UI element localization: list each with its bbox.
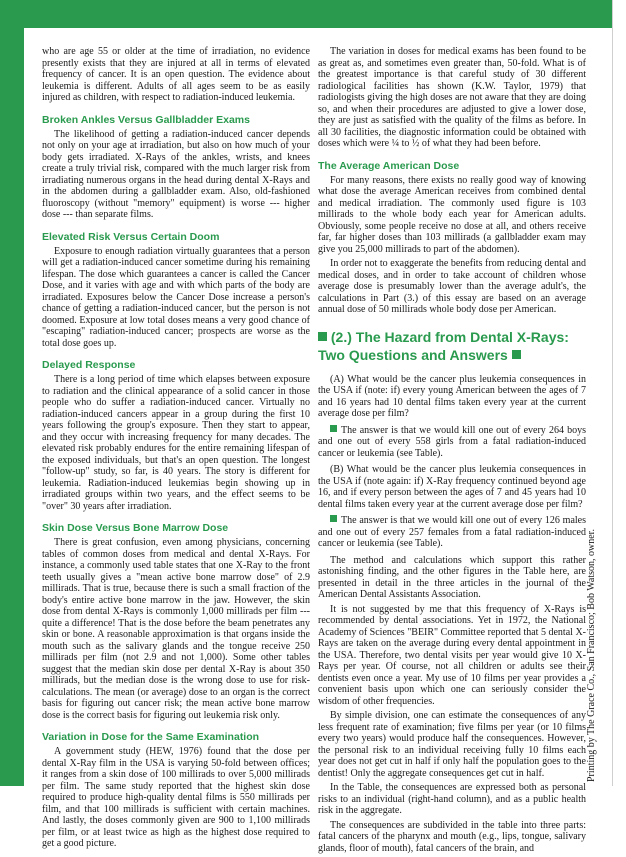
heading-delayed-response: Delayed Response xyxy=(42,359,136,371)
paragraph-delayed-response: There is a long period of time which elapses between exposure to radiation and the clinical appearance of a solid cancer in those people who do suffer a radiation-induced cancer. Virtually no radiation-induced cancers appear in a group during the first 10 years following the group's exposure. Then they start to appear, and they occur with increasing frequency for many decades. The elevated risk probably endures for the entire remaining lifespan of the exposed individuals, but that's an open question. The longest "follow-up" study, so far, is 40 years. The story is different for leukemia. Radiation-induced leukemias begin showing up in irradiated groups within two years, and the effect seems to be "over" 30 years after irradiation. xyxy=(42,374,310,512)
green-square-bullet-icon xyxy=(318,332,327,341)
answer-a-text: The answer is that we would kill one out of every 264 boys and one out of every 558 girls from a fatal radiation-induced cancer or leukemia (see Table). xyxy=(318,424,586,459)
paragraph-subdivided: The consequences are subdivided in the table into three parts: fatal cancers of the pharynx and mouth (e.g., lips, tongue, salivary glands, floor of mouth), fatal cancers of the brain, and xyxy=(318,819,586,854)
left-column xyxy=(42,46,310,853)
paragraph-frequency: It is not suggested by me that this frequency of X-Rays is recommended by dental associations. Yet in 1972, the National Academy of Sciences "BEIR" Committee reported that 5 dental X-Rays are taken on the average during every dental appointment in the USA. Therefore, two dental visits per year would give 10 X-Rays per year. Of course, not all children or adults see their dentists even once a year. My use of 10 films per year provides a convenient basis upon which one can seriously consider the wisdom of other frequencies. xyxy=(318,603,586,707)
answer-bullet-icon xyxy=(330,425,337,432)
paragraph-table: In the Table, the consequences are expressed both as personal risks to an individual (right-hand column), and as a public health risk in the aggregate. xyxy=(318,782,586,816)
paragraph-method: The method and calculations which support this rather astonishing finding, and the other figures in the Table here, are presented in detail in the three articles in the journal of the American Dental Assistants Association. xyxy=(318,554,586,600)
section-heading-hazard xyxy=(318,328,586,364)
page-edge-right xyxy=(612,0,626,800)
right-intro-paragraph: The variation in doses for medical exams has been found to be as great as, and sometimes even greater than, 50-fold. What is of the greatest importance is that careful study of 30 different radiological facilities has shown (K.W. Taylor, 1979) that radiologists giving the high doses are not aware that they are doing so, and when their procedures are adjusted to give a lower dose, they are just as satisfied with the quality of the films as before. In all 30 facilities, the diagnostic information could be obtained with doses which were ¼ to ½ of what they had been before. xyxy=(318,46,586,149)
paragraph-broken-ankles: The likelihood of getting a radiation-induced cancer depends not only on your age at irradiation, but also on how much of your body gets irradiated. X-Rays of the ankles, wrists, and knees create a truly trivial risk, compared with the much larger risk from irradiating numerous organs in the head during dental X-Rays and in the abdomen during a gallbladder exam. Also, old-fashioned fluoroscopy (without "memory" equipment) is worse --- higher dose --- than separate films. xyxy=(42,128,310,220)
green-border-left xyxy=(0,0,24,800)
paragraph-simple-division: By simple division, one can estimate the consequences of any less frequent rate of examination; five films per year (or 10 films every two years) would produce half the consequences. However, the personal risk to an individual receiving fully 10 films each year does not get cut in half if only half the population goes to the dentist! Only the aggregate consequences get cut in half. xyxy=(318,710,586,779)
printer-credit: Printing by The Grace Co., San Francisco; Bob Watson, owner. xyxy=(586,529,597,782)
green-border-top xyxy=(0,0,626,28)
right-column xyxy=(318,46,586,857)
heading-average-american-dose: The Average American Dose xyxy=(318,159,460,172)
question-a: (A) What would be the cancer plus leukemia consequences in the USA if (note: if) every young American between the ages of 7 and 16 years had 10 dental films taken every year at the current average dose per film? xyxy=(318,373,586,419)
heading-skin-dose: Skin Dose Versus Bone Marrow Dose xyxy=(42,522,229,534)
answer-b-text: The answer is that we would kill one out of every 126 males and one out of every 257 females from a fatal radiation-induced cancer or leukemia (see Table). xyxy=(318,515,586,549)
document-page xyxy=(32,34,602,854)
green-square-bullet-icon xyxy=(512,350,521,359)
answer-bullet-icon xyxy=(330,515,337,522)
answer-b xyxy=(318,515,586,550)
paragraph-skin-dose: There is great confusion, even among physicians, concerning tables of common doses from medical and dental X-Rays. For instance, a commonly used table states that one X-Ray to the front teeth usually gives a "mean active bone marrow dose" of 2.9 millirads. That is true, because there is such a small fraction of the body's entire active bone marrow in the jaw. However, the skin dose from dental X-Rays is commonly 1,000 millirads per film --- quite a difference! That is the dose before the beam penetrates any skin or bone. A reasonable approximation is that organs inside the mouth such as the salivary glands and the tongue receive 250 millirads per film (not 2.9 and not 1,000). Some other tables suggest that the median skin dose per dental X-Ray is about 350 millirads, but the median dose is the wrong dose to use for risk-calculations. The mean (or average) dose to an organ is the correct basis for figuring out cancer risk; the mean active bone marrow dose is the correct basis for figuring out leukemia risk only. xyxy=(42,537,310,721)
paragraph-average-dose-1: For many reasons, there exists no really good way of knowing what dose the average American receives from combined dental and medical irradiation. The commonly used figure is 103 millirads to the whole body each year for American adults. Obviously, some people receive no dose at all, and others receive far, far higher doses than 103 millirads (a gallbladder exam may give you 25,000 millirads to part of the abdomen). xyxy=(318,174,586,255)
hazard-title-text: (2.) The Hazard from Dental X-Rays: Two Questions and Answers xyxy=(318,328,569,363)
heading-elevated-risk: Elevated Risk Versus Certain Doom xyxy=(42,230,220,243)
paragraph-average-dose-2: In order not to exaggerate the benefits from reducing dental and medical doses, and in order to take account of children whose average dose is presumably lower than the average adult's, the calculations in Part (3.) of this essay are based on an average annual dose of 50 millirads whole body dose per American. xyxy=(318,258,586,315)
paragraph-elevated-risk: Exposure to enough radiation virtually guarantees that a person will get a radiation-induced cancer sometime during his remaining lifespan. The dose which guarantees a cancer is called the Cancer Dose, and it varies with age and with which parts of the body are irradiated. Exposures below the Cancer Dose increase a person's chance of getting a radiation-induced cancer, but the person is not doomed. Exposure at low total doses means a very good chance of "escaping" radiation-induced cancer; prospects are worse as the total dose goes up. xyxy=(42,245,310,349)
heading-variation-in-dose: Variation in Dose for the Same Examination xyxy=(42,731,260,743)
left-intro-paragraph: who are age 55 or older at the time of irradiation, no evidence presently exists that they are injured at all in terms of elevated frequency of cancer. It is an open question. The evidence about leukemia is different. Adults of all ages seem to be as easily injured as children, with respect to radiation-induced leukemia. xyxy=(42,46,310,103)
answer-a xyxy=(318,425,586,460)
paragraph-variation-in-dose: A government study (HEW, 1976) found that the dose per dental X-Ray film in the USA is varying 50-fold between offices; it ranges from a skin dose of 100 millirads to over 5,000 millirads per film. The same study reported that the highest skin dose required to produce high-quality dental films is 550 millirads per film, and that 100 millirads is sufficient with certain machines. And lastly, the doses commonly given are 900 to 1,100 millirads per film, or at least twice as high as the highest dose required to get a good picture. xyxy=(42,746,310,849)
question-b: (B) What would be the cancer plus leukemia consequences in the USA if (note again: if) X-Ray frequency continued beyond age 16, and if every person between the ages of 7 and 45 years had 10 dental films taken every year at the current average dose per film? xyxy=(318,464,586,510)
heading-broken-ankles: Broken Ankles Versus Gallbladder Exams xyxy=(42,113,250,126)
